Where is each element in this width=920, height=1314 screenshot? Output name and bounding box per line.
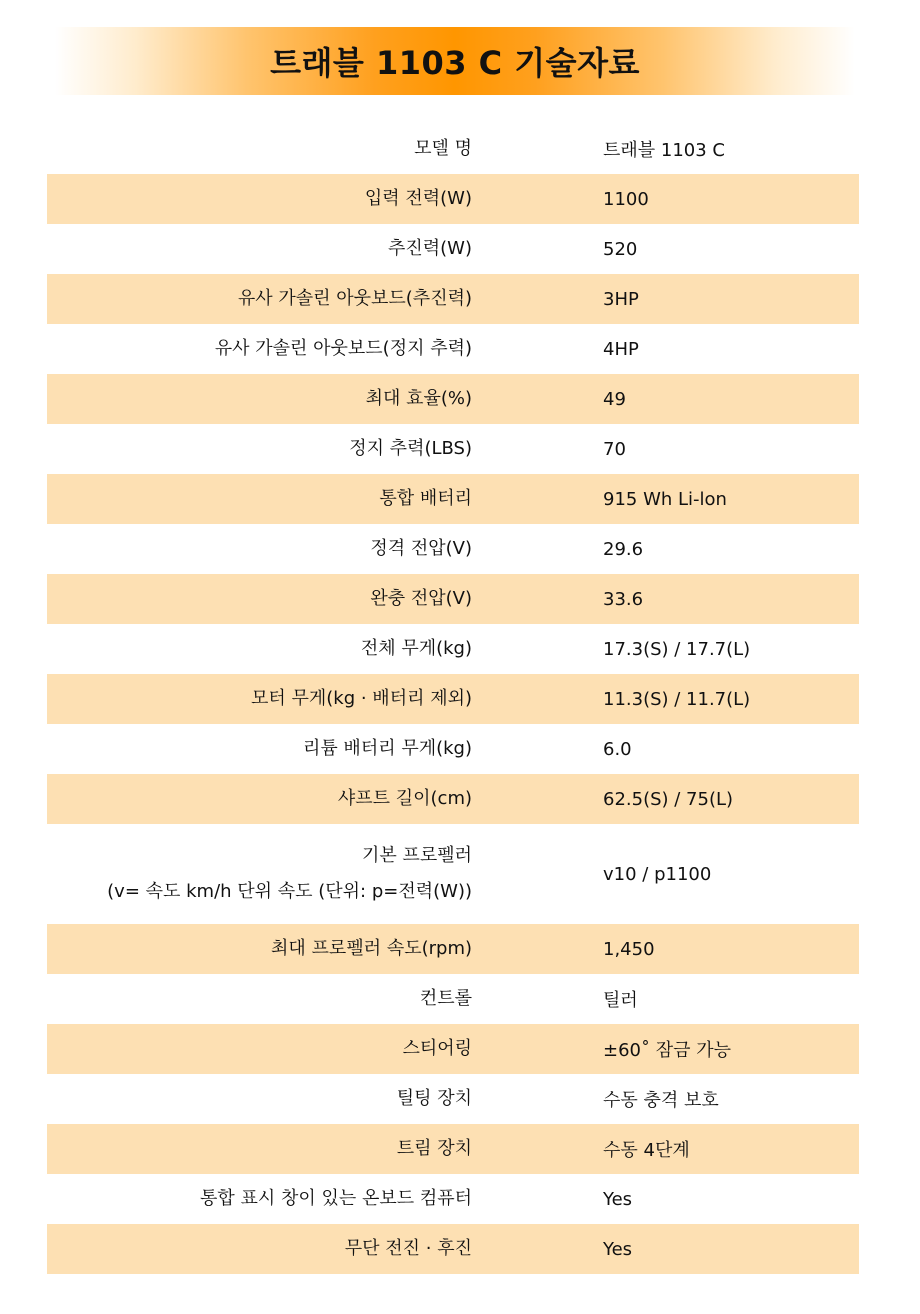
- spec-value: 49: [603, 388, 626, 410]
- title-banner: [55, 27, 855, 95]
- spec-label: 정격 전압(V): [370, 538, 472, 560]
- spec-row: [47, 1174, 859, 1224]
- spec-label: 추진력(W): [387, 238, 472, 260]
- spec-value: 29.6: [603, 538, 644, 560]
- spec-row: [47, 574, 859, 624]
- spec-label: 모델 명: [414, 138, 472, 160]
- spec-label: 무단 전진 · 후진: [344, 1238, 472, 1260]
- spec-row: [47, 274, 859, 324]
- spec-row: [47, 324, 859, 374]
- spec-value: 수동 4단계: [603, 1140, 690, 1161]
- spec-label: 리튬 배터리 무게(kg): [302, 738, 472, 760]
- spec-value: 1,450: [603, 938, 655, 960]
- spec-label: 유사 가솔린 아웃보드(정지 추력): [214, 338, 472, 360]
- spec-value: 6.0: [603, 738, 632, 760]
- spec-row: [47, 1024, 859, 1074]
- spec-value: 17.3(S) / 17.7(L): [603, 638, 751, 660]
- spec-label: 입력 전력(W): [364, 188, 472, 210]
- spec-label: 전체 무게(kg): [360, 638, 472, 660]
- spec-label: [47, 846, 472, 902]
- spec-row: [47, 974, 859, 1024]
- spec-row: [47, 124, 859, 174]
- spec-row: [47, 724, 859, 774]
- spec-row: [47, 174, 859, 224]
- spec-value: 70: [603, 438, 626, 460]
- spec-row: [47, 774, 859, 824]
- spec-value: 3HP: [603, 288, 639, 310]
- spec-label: 틸팅 장치: [396, 1088, 472, 1110]
- spec-row: [47, 1224, 859, 1274]
- spec-value: Yes: [603, 1238, 633, 1260]
- spec-value: 1100: [603, 188, 649, 210]
- spec-row: [47, 674, 859, 724]
- spec-value: 4HP: [603, 338, 639, 360]
- spec-label-line2: (v= 속도 km/h 단위 속도 (단위: p=전력(W)): [107, 881, 472, 902]
- spec-row: [47, 224, 859, 274]
- spec-table: [47, 124, 859, 1274]
- spec-label: 완충 전압(V): [370, 588, 472, 610]
- spec-row: [47, 374, 859, 424]
- spec-label: 최대 효율(%): [365, 388, 472, 410]
- spec-label: 트림 장치: [396, 1138, 472, 1160]
- spec-value: 520: [603, 238, 638, 260]
- spec-value: 수동 충격 보호: [603, 1090, 719, 1111]
- spec-value: 틸러: [603, 990, 638, 1011]
- spec-label: 모터 무게(kg · 배터리 제외): [251, 688, 472, 710]
- spec-row: [47, 474, 859, 524]
- spec-row: [47, 524, 859, 574]
- spec-label: 통합 배터리: [379, 488, 472, 510]
- spec-label: 컨트롤: [419, 988, 472, 1010]
- spec-label: 정지 추력(LBS): [349, 438, 472, 460]
- spec-value: 33.6: [603, 588, 644, 610]
- spec-row: [47, 624, 859, 674]
- page-title: 트래블 1103 C 기술자료: [270, 44, 640, 82]
- spec-value: Yes: [603, 1188, 633, 1210]
- spec-label: 통합 표시 창이 있는 온보드 컴퓨터: [199, 1188, 472, 1210]
- spec-row: [47, 1124, 859, 1174]
- spec-row: [47, 1074, 859, 1124]
- spec-row: [47, 824, 859, 924]
- spec-label-line1: 기본 프로펠러: [361, 845, 472, 867]
- spec-label: 샤프트 길이(cm): [337, 788, 472, 810]
- spec-value: 915 Wh Li-lon: [603, 488, 727, 510]
- spec-row: [47, 924, 859, 974]
- spec-value: 트래블 1103 C: [603, 140, 725, 161]
- spec-row: [47, 424, 859, 474]
- spec-value: v10 / p1100: [603, 863, 712, 885]
- spec-value: ±60˚ 잠금 가능: [603, 1040, 731, 1061]
- spec-label: 유사 가솔린 아웃보드(추진력): [237, 288, 472, 310]
- spec-value: 62.5(S) / 75(L): [603, 788, 734, 810]
- spec-label: 스티어링: [402, 1038, 472, 1060]
- spec-value: 11.3(S) / 11.7(L): [603, 688, 751, 710]
- spec-label: 최대 프로펠러 속도(rpm): [271, 938, 472, 960]
